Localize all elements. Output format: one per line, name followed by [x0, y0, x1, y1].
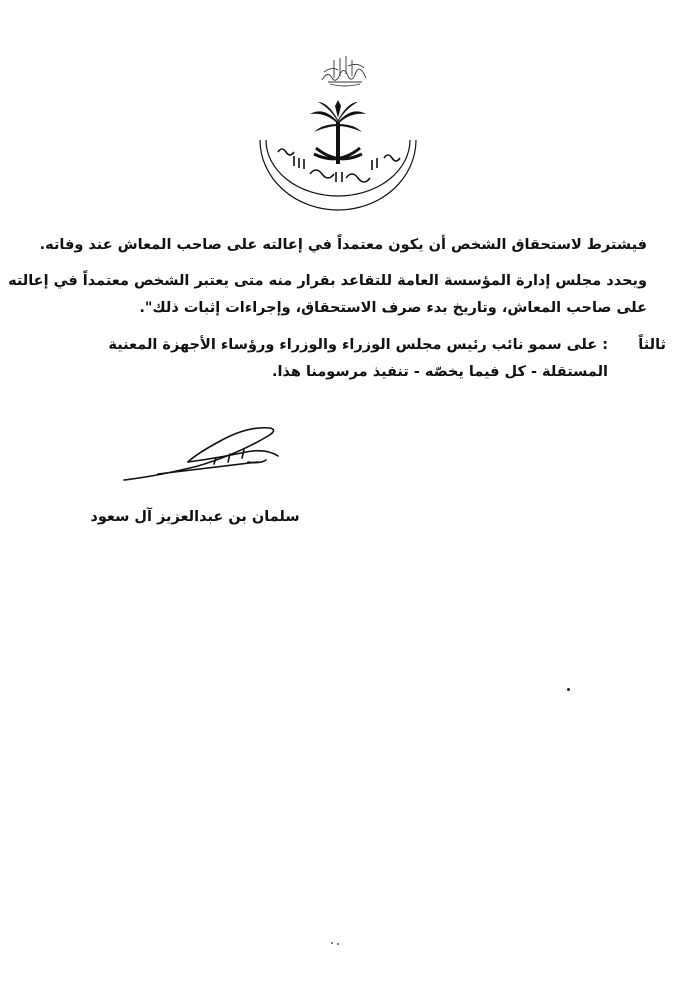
paragraph-2-line: على صاحب المعاش، وتاريخ بدء صرف الاستحقاق، وإجراءات إثبات ذلك". — [139, 300, 647, 316]
scan-speck — [337, 943, 339, 945]
kingdom-emblem — [238, 100, 438, 212]
clause-line: المستقلة - كل فيما يخصّه - تنفيذ مرسومنا هذا. — [272, 364, 608, 380]
header-faint-text — [280, 14, 390, 34]
scan-speck — [331, 942, 333, 944]
handwritten-signature — [118, 418, 293, 490]
clause-body — [28, 332, 608, 386]
clause-label: ثالثاً — [638, 337, 666, 353]
signatory-name: سلمان بن عبدالعزيز آل سعود — [90, 509, 300, 525]
basmala-calligraphy — [318, 52, 370, 88]
scan-speck — [567, 688, 570, 691]
paragraph-1-line: فيشترط لاستحقاق الشخص أن يكون معتمداً في إعالته على صاحب المعاش عند وفاته. — [39, 237, 647, 253]
clause-line: : على سمو نائب رئيس مجلس الوزراء والوزراء ورؤساء الأجهزة المعنية — [108, 337, 608, 353]
paragraph-1 — [39, 232, 647, 259]
paragraph-2 — [8, 268, 647, 322]
paragraph-2-line: ويحدد مجلس إدارة المؤسسة العامة للتقاعد بقرار منه متى يعتبر الشخص معتمداً في إعالته — [8, 273, 647, 289]
